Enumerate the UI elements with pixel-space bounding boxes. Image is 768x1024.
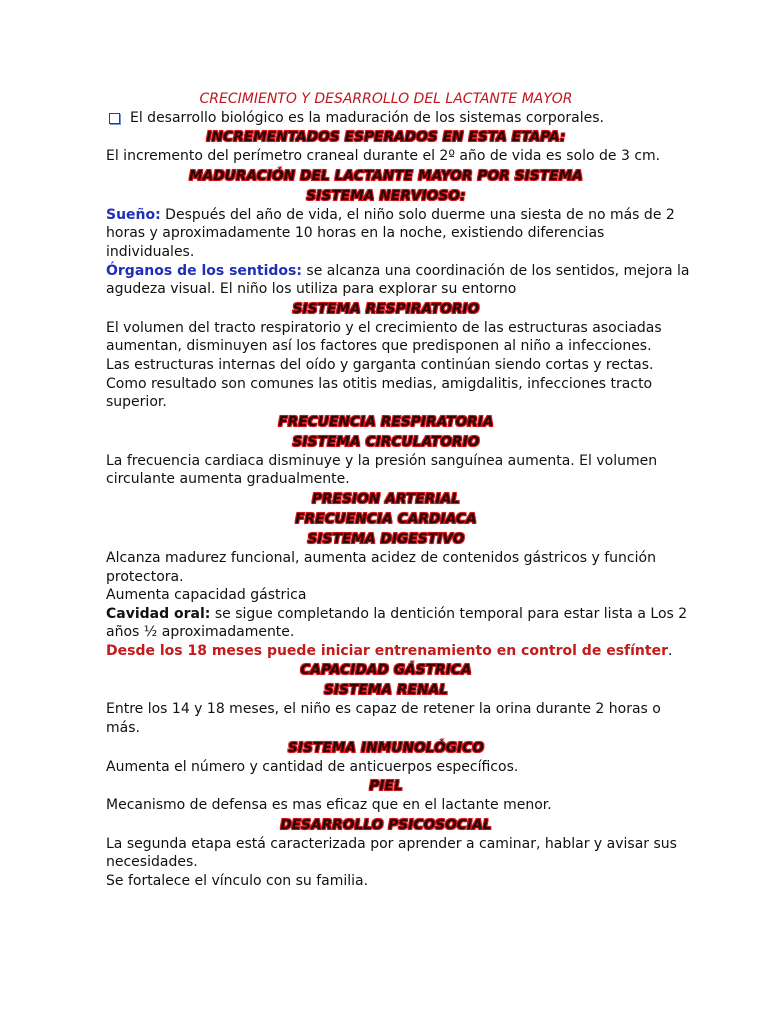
digestivo-line-3: Aumenta capacidad gástrica xyxy=(106,587,307,604)
heading-frecuencia-respiratoria: FRECUENCIA RESPIRATORIA xyxy=(278,413,494,430)
cavidad-label: Cavidad oral: xyxy=(106,605,211,622)
circulatorio-line-2: circulante aumenta gradualmente. xyxy=(106,471,350,488)
document-title: CRECIMIENTO Y DESARROLLO DEL LACTANTE MAYOR xyxy=(199,91,573,107)
psicosocial-line-1: La segunda etapa está caracterizada por aprender a caminar, hablar y avisar sus xyxy=(106,835,677,852)
piel-text: Mecanismo de defensa es mas eficaz que en el lactante menor. xyxy=(106,797,552,814)
incremento-text: El incremento del perímetro craneal durante el 2º año de vida es solo de 3 cm. xyxy=(106,148,661,165)
respiratorio-line-3: Las estructuras internas del oído y garganta continúan siendo cortas y rectas. xyxy=(106,356,654,373)
checkbox-bullet-icon xyxy=(109,113,120,124)
respiratorio-line-2: aumentan, disminuyen así los factores que predisponen al niño a infecciones. xyxy=(106,338,652,355)
organos-text-1: se alcanza una coordinación de los sentidos, mejora la xyxy=(301,262,690,279)
sueno-line-3: individuales. xyxy=(106,243,195,260)
respiratorio-line-4: Como resultado son comunes las otitis medias, amigdalitis, infecciones tracto xyxy=(106,375,653,392)
esfinter-text: Desde los 18 meses puede iniciar entrenamiento en control de esfínter xyxy=(106,642,668,659)
esfinter-line xyxy=(106,642,673,661)
cavidad-line-1 xyxy=(106,605,688,624)
organos-line-2: agudeza visual. El niño los utiliza para explorar su entorno xyxy=(106,281,517,298)
heading-frecuencia-cardiaca: FRECUENCIA CARDIACA xyxy=(295,510,477,527)
digestivo-line-1: Alcanza madurez funcional, aumenta acidez de contenidos gástricos y función xyxy=(106,549,656,566)
heading-sistema-nervioso: SISTEMA NERVIOSO: xyxy=(306,187,466,204)
esfinter-period: . xyxy=(667,642,673,659)
renal-line-2: más. xyxy=(106,720,140,737)
heading-incrementados: INCREMENTADOS ESPERADOS EN ESTA ETAPA: xyxy=(206,129,566,146)
psicosocial-line-3: Se fortalece el vínculo con su familia. xyxy=(106,873,369,890)
cavidad-text-1: se sigue completando la dentición temporal para estar lista a Los 2 xyxy=(210,605,688,622)
intro-bullet-text: El desarrollo biológico es la maduración de los sistemas corporales. xyxy=(130,109,604,126)
heading-sistema-circulatorio: SISTEMA CIRCULATORIO xyxy=(292,433,480,450)
heading-presion-arterial: PRESION ARTERIAL xyxy=(311,490,461,507)
heading-maduracion: MADURACIÓN DEL LACTANTE MAYOR POR SISTEMA xyxy=(189,167,583,184)
respiratorio-line-5: superior. xyxy=(106,394,167,411)
organos-line-1 xyxy=(106,262,690,281)
inmunologico-text: Aumenta el número y cantidad de anticuerpos específicos. xyxy=(106,758,519,775)
respiratorio-line-1: El volumen del tracto respiratorio y el crecimiento de las estructuras asociadas xyxy=(106,319,662,336)
sueno-line-2: horas y aproximadamente 10 horas en la noche, existiendo diferencias xyxy=(106,225,605,242)
renal-line-1: Entre los 14 y 18 meses, el niño es capaz de retener la orina durante 2 horas o xyxy=(106,701,661,718)
heading-sistema-digestivo: SISTEMA DIGESTIVO xyxy=(307,530,465,547)
sueno-label: Sueño: xyxy=(106,206,161,223)
heading-piel: PIEL xyxy=(369,778,403,795)
heading-desarrollo-psicosocial: DESARROLLO PSICOSOCIAL xyxy=(280,816,492,833)
heading-sistema-renal: SISTEMA RENAL xyxy=(323,682,449,699)
psicosocial-line-2: necesidades. xyxy=(106,854,198,871)
heading-sistema-respiratorio: SISTEMA RESPIRATORIO xyxy=(292,300,480,317)
organos-label: Órganos de los sentidos: xyxy=(106,262,302,279)
heading-sistema-inmunologico: SISTEMA INMUNOLÓGICO xyxy=(287,739,485,756)
circulatorio-line-1: La frecuencia cardiaca disminuye y la presión sanguínea aumenta. El volumen xyxy=(106,452,658,469)
cavidad-line-2: años ½ aproximadamente. xyxy=(106,624,295,641)
heading-capacidad-gastrica: CAPACIDAD GÁSTRICA xyxy=(300,662,472,679)
intro-bullet-item xyxy=(84,109,644,128)
document-page xyxy=(106,90,690,891)
sueno-line-1 xyxy=(106,206,675,225)
sueno-text-1: Después del año de vida, el niño solo duerme una siesta de no más de 2 xyxy=(160,206,675,223)
digestivo-line-2: protectora. xyxy=(106,568,184,585)
